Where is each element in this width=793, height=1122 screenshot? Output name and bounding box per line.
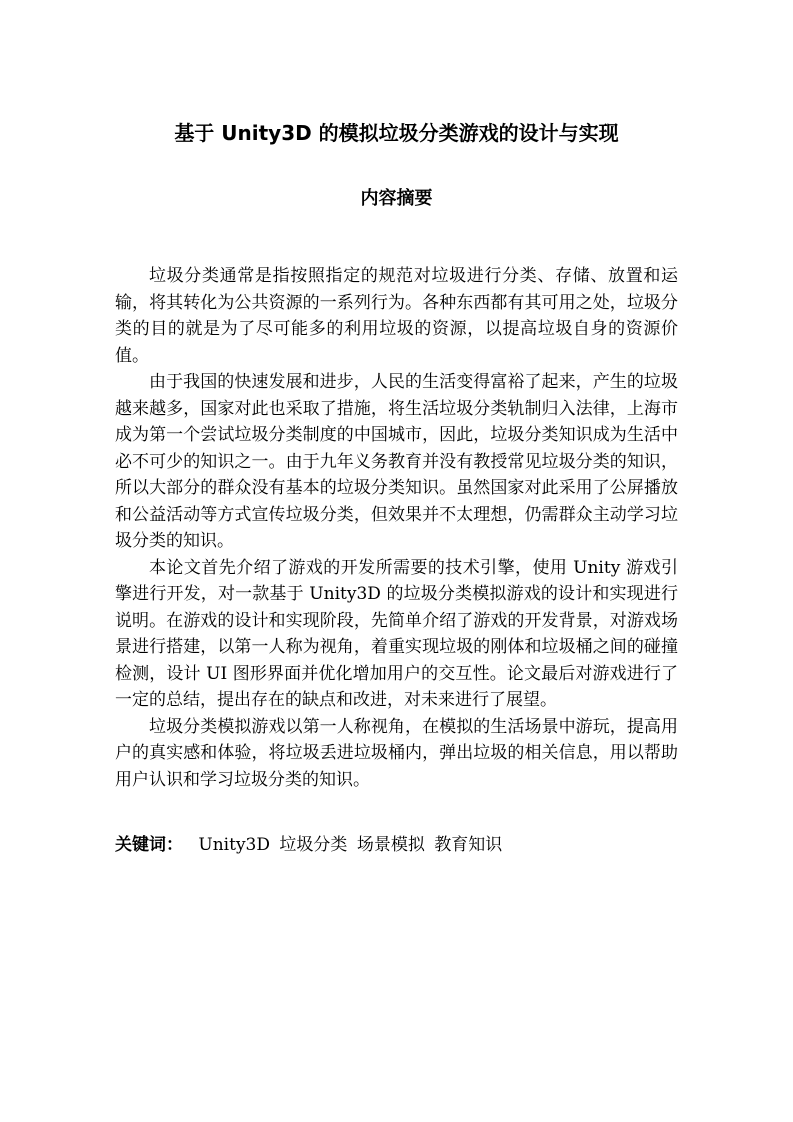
keyword-item: 教育知识 (434, 835, 503, 855)
abstract-paragraph-2: 由于我国的快速发展和进步，人民的生活变得富裕了起来，产生的垃圾越来越多，国家对此也采取了措施，将生活垃圾分类轨制归入法律，上海市成为第一个尝试垃圾分类制度的中国城市，因此，垃圾分类知识成为生活中必不可少的知识之一。由于九年义务教育并没有教授常见垃圾分类的知识，所以大部分的群众没有基本的垃圾分类知识。虽然国家对此采用了公屏播放和公益活动等方式宣传垃圾分类，但效果并不太理想，仍需群众主动学习垃圾分类的知识。 (115, 372, 678, 551)
abstract-heading: 内容摘要 (360, 188, 433, 209)
abstract-paragraph-4: 垃圾分类模拟游戏以第一人称视角，在模拟的生活场景中游玩，提高用户的真实感和体验，将垃圾丢进垃圾桶内，弹出垃圾的相关信息，用以帮助用户认识和学习垃圾分类的知识。 (115, 716, 678, 790)
abstract-paragraph-1: 垃圾分类通常是指按照指定的规范对垃圾进行分类、存储、放置和运输，将其转化为公共资源的一系列行为。各种东西都有其可用之处，垃圾分类的目的就是为了尽可能多的利用垃圾的资源，以提高垃圾自身的资源价值。 (115, 266, 678, 366)
document-title: 基于 Unity3D 的模拟垃圾分类游戏的设计与实现 (174, 121, 619, 145)
keywords-label: 关键词： (115, 835, 183, 855)
abstract-paragraph-3: 本论文首先介绍了游戏的开发所需要的技术引擎，使用 Unity 游戏引擎进行开发，对一款基于 Unity3D 的垃圾分类模拟游戏的设计和实现进行说明。在游戏的设计和实现阶段，先简单介绍了游戏的开发背景，对游戏场景进行搭建，以第一人称为视角，着重实现垃圾的刚体和垃圾桶之间的碰撞检测，设计 UI 图形界面并优化增加用户的交互性。论文最后对游戏进行了一定的总结，提出存在的缺点和改进，对未来进行了展望。 (115, 557, 678, 710)
keywords-line (115, 832, 678, 858)
keyword-item: 垃圾分类 (279, 835, 348, 855)
keyword-item: Unity3D (198, 835, 271, 855)
keyword-item: 场景模拟 (356, 835, 425, 855)
abstract-body (115, 263, 678, 793)
